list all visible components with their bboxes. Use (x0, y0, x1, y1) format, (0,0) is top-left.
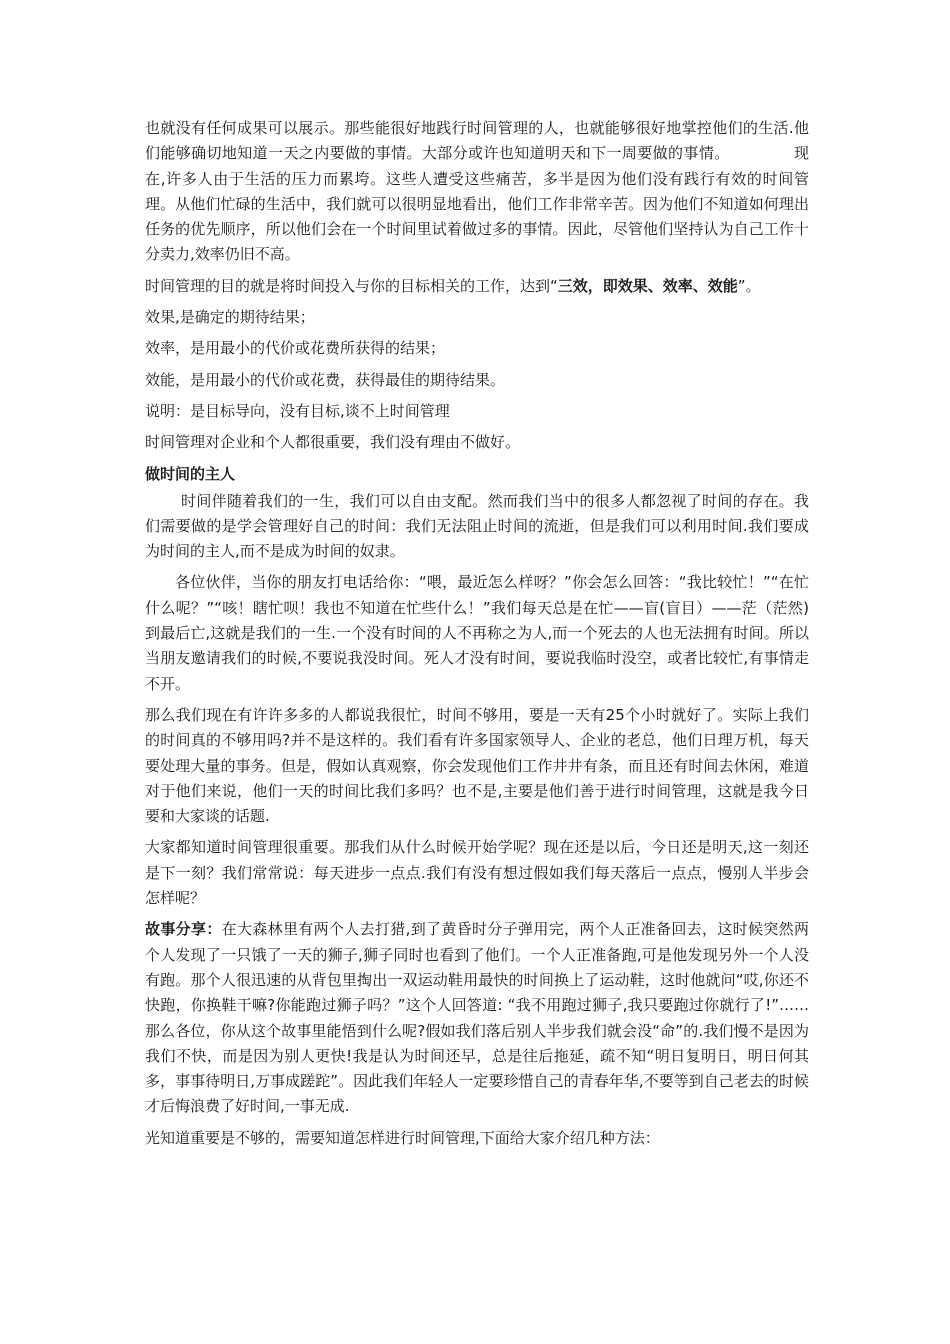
purpose-text-end: ”。 (737, 276, 761, 295)
document-body (145, 116, 809, 1157)
definition-efficiency: 效率，是用最小的代价或花费所获得的结果； (145, 339, 446, 358)
paragraph-purpose (145, 274, 809, 299)
paragraph-when-to-learn: 大家都知道时间管理很重要。那我们从什么时候开始学呢？现在还是以后，今日还是明天,这一刻还是下一刻？我们常常说：每天进步一点点.我们有没有想过假如我们每天落后一点点，慢别人半步会怎样呢？ (145, 838, 809, 908)
paragraph-story (145, 917, 809, 1119)
paragraph-intro-part2: 现在,许多人由于生活的压力而累垮。这些人遭受这些痛苦，多半是因为他们没有践行有效的时间管理。从他们忙碌的生活中，我们就可以很明显地看出，他们工作非常辛苦。因为他们不知道如何理出任务的优先顺序，所以他们会在一个时间里试着做过多的事情。因此，尽管他们坚持认为自己工作十分卖力,效率仍旧不高。 (145, 144, 809, 264)
importance-line: 时间管理对企业和个人都很重要，我们没有理由不做好。 (145, 433, 521, 452)
note-line: 说明：是目标导向，没有目标,谈不上时间管理 (145, 401, 450, 420)
paragraph-closing: 光知道重要是不够的，需要知道怎样进行时间管理,下面给大家介绍几种方法： (145, 1128, 660, 1147)
paragraph-busy: 各位伙伴，当你的朋友打电话给你：“喂，最近怎么样呀？”你会怎么回答：“我比较忙！”“在忙什么呢？”“咳！瞎忙呗！我也不知道在忙些什么！”我们每天总是在忙——盲(盲目）——茫（茫然)到最后亡,这就是我们的一生.一个没有时间的人不再称之为人,而一个死去的人也无法拥有时间。所以当朋友邀请我们的时候,不要说我没时间。死人才没有时间，要说我临时没空，或者比较忙,有事情走不开。 (145, 573, 809, 693)
story-text: 在大森林里有两个人去打猎,到了黄昏时分子弹用完，两个人正准备回去，这时候突然两个人发现了一只饿了一天的狮子,狮子同时也看到了他们。一个人正准备跑,可是他发现另外一个人没有跑。那个人很迅速的从背包里掏出一双运动鞋用最快的时间换上了运动鞋，这时他就问“哎,你还不快跑，你换鞋干嘛?你能跑过狮子吗？”这个人回答道: “我不用跑过狮子,我只要跑过你就行了!”……那么各位，你从这个故事里能悟到什么呢?假如我们落后别人半步我们就会没“命”的.我们慢不是因为我们不快，而是因为别人更快!我是认为时间还早，总是往后拖延，疏不知“明日复明日，明日何其多，事事待明日,万事成蹉跎”。因此我们年轻人一定要珍惜自己的青春年华,不要等到自己老去的时候才后悔浪费了好时间,一事无成. (145, 920, 809, 1116)
story-label: 故事分享： (145, 920, 222, 939)
definition-effect: 效果,是确定的期待结果； (145, 308, 315, 327)
paragraph-intro (145, 116, 809, 268)
paragraph-intro-part1: 也就没有任何成果可以展示。那些能很好地践行时间管理的人，也就能够很好地掌控他们的生活.他们能够确切地知道一天之内要做的事情。大部分或许也知道明天和下一周要做的事情。 (145, 119, 809, 163)
section-heading: 做时间的主人 (145, 464, 236, 483)
definition-effectiveness: 效能，是用最小的代价或花费，获得最佳的期待结果。 (145, 370, 506, 389)
paragraph-master-of-time: 时间伴随着我们的一生，我们可以自由支配。然而我们当中的很多人都忽视了时间的存在。我们需要做的是学会管理好自己的时间：我们无法阻止时间的流逝，但是我们可以利用时间.我们要成为时间的主人,而不是成为时间的奴隶。 (145, 491, 809, 561)
purpose-bold-text: 三效，即效果、效率、效能 (557, 276, 738, 295)
paragraph-not-enough-time: 那么我们现在有许许多多的人都说我很忙，时间不够用，要是一天有25个小时就好了。实际上我们的时间真的不够用吗?并不是这样的。我们看有许多国家领导人、企业的老总，他们日理万机，每天要处理大量的事务。但是，假如认真观察，你会发现他们工作井井有条，而且还有时间去休闲，难道对于他们来说，他们一天的时间比我们多吗？也不是,主要是他们善于进行时间管理，这就是我今日要和大家谈的话题. (145, 705, 809, 826)
purpose-text: 时间管理的目的就是将时间投入与你的目标相关的工作，达到“ (145, 276, 558, 295)
